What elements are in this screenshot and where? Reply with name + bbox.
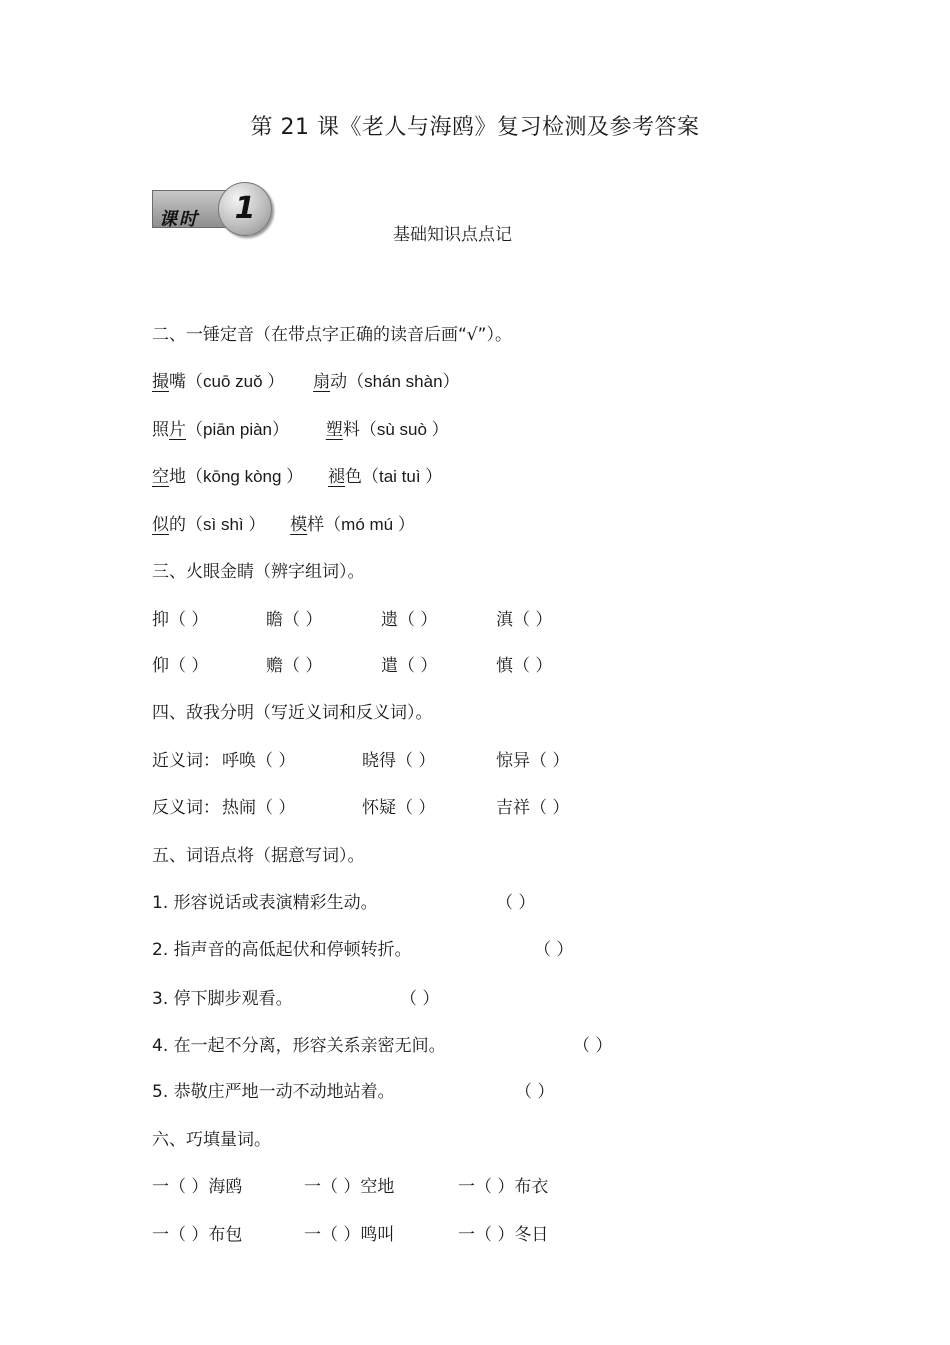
marked-char: 褪	[328, 467, 345, 487]
pinyin-row	[152, 415, 449, 440]
badge-number: 1	[234, 191, 256, 226]
section2-heading: 二、一锤定音（在带点字正确的读音后画“√”）。	[152, 325, 512, 345]
definition-item: 2. 指声音的高低起伏和停顿转折。	[152, 940, 412, 960]
row-label: 反义词：	[152, 798, 220, 818]
section6-heading: 六、巧填量词。	[152, 1130, 271, 1150]
marked-char: 模	[290, 515, 308, 535]
measure-word-blank: 一（ ）海鸥	[152, 1177, 243, 1197]
definition-item: 3. 停下脚步观看。	[152, 989, 293, 1009]
marked-char: 扇	[313, 372, 331, 392]
char: 地	[169, 467, 186, 487]
measure-word-blank: 一（ ）布包	[152, 1225, 243, 1245]
badge-label: 课时	[159, 209, 199, 230]
word-blank: 慎（ ）	[496, 656, 553, 676]
definition-item: 5. 恭敬庄严地一动不动地站着。	[152, 1082, 395, 1102]
measure-word-blank: 一（ ）冬日	[458, 1225, 549, 1245]
word-blank: 遗（ ）	[381, 610, 438, 630]
word-blank: 赡（ ）	[266, 656, 323, 676]
pinyin-options: （piān piàn）	[186, 420, 290, 439]
section4-heading: 四、敌我分明（写近义词和反义词）。	[152, 703, 433, 723]
pinyin-options: （mó mú ）	[324, 515, 415, 534]
char: 样	[307, 515, 325, 535]
word-blank: 滇（ ）	[496, 610, 553, 630]
pinyin-options: （tai tuì ）	[362, 467, 443, 486]
answer-blank: （ ）	[400, 989, 440, 1009]
answer-blank: （ ）	[534, 940, 574, 960]
word-blank: 呼唤（ ）	[222, 751, 296, 771]
char: 照	[152, 420, 169, 440]
measure-word-blank: 一（ ）布衣	[458, 1177, 549, 1197]
word-blank: 晓得（ ）	[362, 751, 436, 771]
answer-blank: （ ）	[573, 1036, 613, 1056]
pinyin-row	[152, 367, 460, 392]
char: 色	[345, 467, 362, 487]
pinyin-options: （cuō zuǒ ）	[186, 372, 285, 391]
answer-blank: （ ）	[515, 1082, 555, 1102]
char: 嘴	[169, 372, 186, 392]
marked-char: 撮	[152, 372, 169, 392]
pinyin-options: （kōng kòng ）	[186, 467, 304, 486]
pinyin-row	[152, 510, 415, 535]
section3-heading: 三、火眼金睛（辨字组词）。	[152, 562, 365, 582]
marked-char: 片	[169, 420, 186, 440]
marked-char: 似	[152, 515, 169, 535]
definition-item: 4. 在一起不分离，形容关系亲密无间。	[152, 1036, 446, 1056]
section5-heading: 五、词语点将（据意写词）。	[152, 846, 365, 866]
char: 的	[169, 515, 186, 535]
marked-char: 空	[152, 467, 169, 487]
word-blank: 抑（ ）	[152, 610, 209, 630]
word-blank: 怀疑（ ）	[362, 798, 436, 818]
word-blank: 热闹（ ）	[222, 798, 296, 818]
row-label: 近义词：	[152, 751, 220, 771]
word-blank: 惊异（ ）	[496, 751, 570, 771]
pinyin-options: （sù suò ）	[359, 420, 449, 439]
word-blank: 仰（ ）	[152, 656, 209, 676]
measure-word-blank: 一（ ）鸣叫	[304, 1225, 395, 1245]
char: 料	[342, 420, 360, 440]
marked-char: 塑	[325, 420, 343, 440]
definition-item: 1. 形容说话或表演精彩生动。	[152, 893, 378, 913]
pinyin-options: （shán shàn）	[347, 372, 460, 391]
word-blank: 遣（ ）	[381, 656, 438, 676]
answer-blank: （ ）	[496, 893, 536, 913]
word-blank: 吉祥（ ）	[496, 798, 570, 818]
pinyin-options: （sì shì ）	[186, 515, 266, 534]
word-blank: 瞻（ ）	[266, 610, 323, 630]
measure-word-blank: 一（ ）空地	[304, 1177, 395, 1197]
page-title: 第 21 课《老人与海鸥》复习检测及参考答案	[250, 115, 700, 140]
subtitle: 基础知识点点记	[393, 225, 512, 245]
pinyin-row	[152, 462, 442, 487]
char: 动	[330, 372, 348, 392]
